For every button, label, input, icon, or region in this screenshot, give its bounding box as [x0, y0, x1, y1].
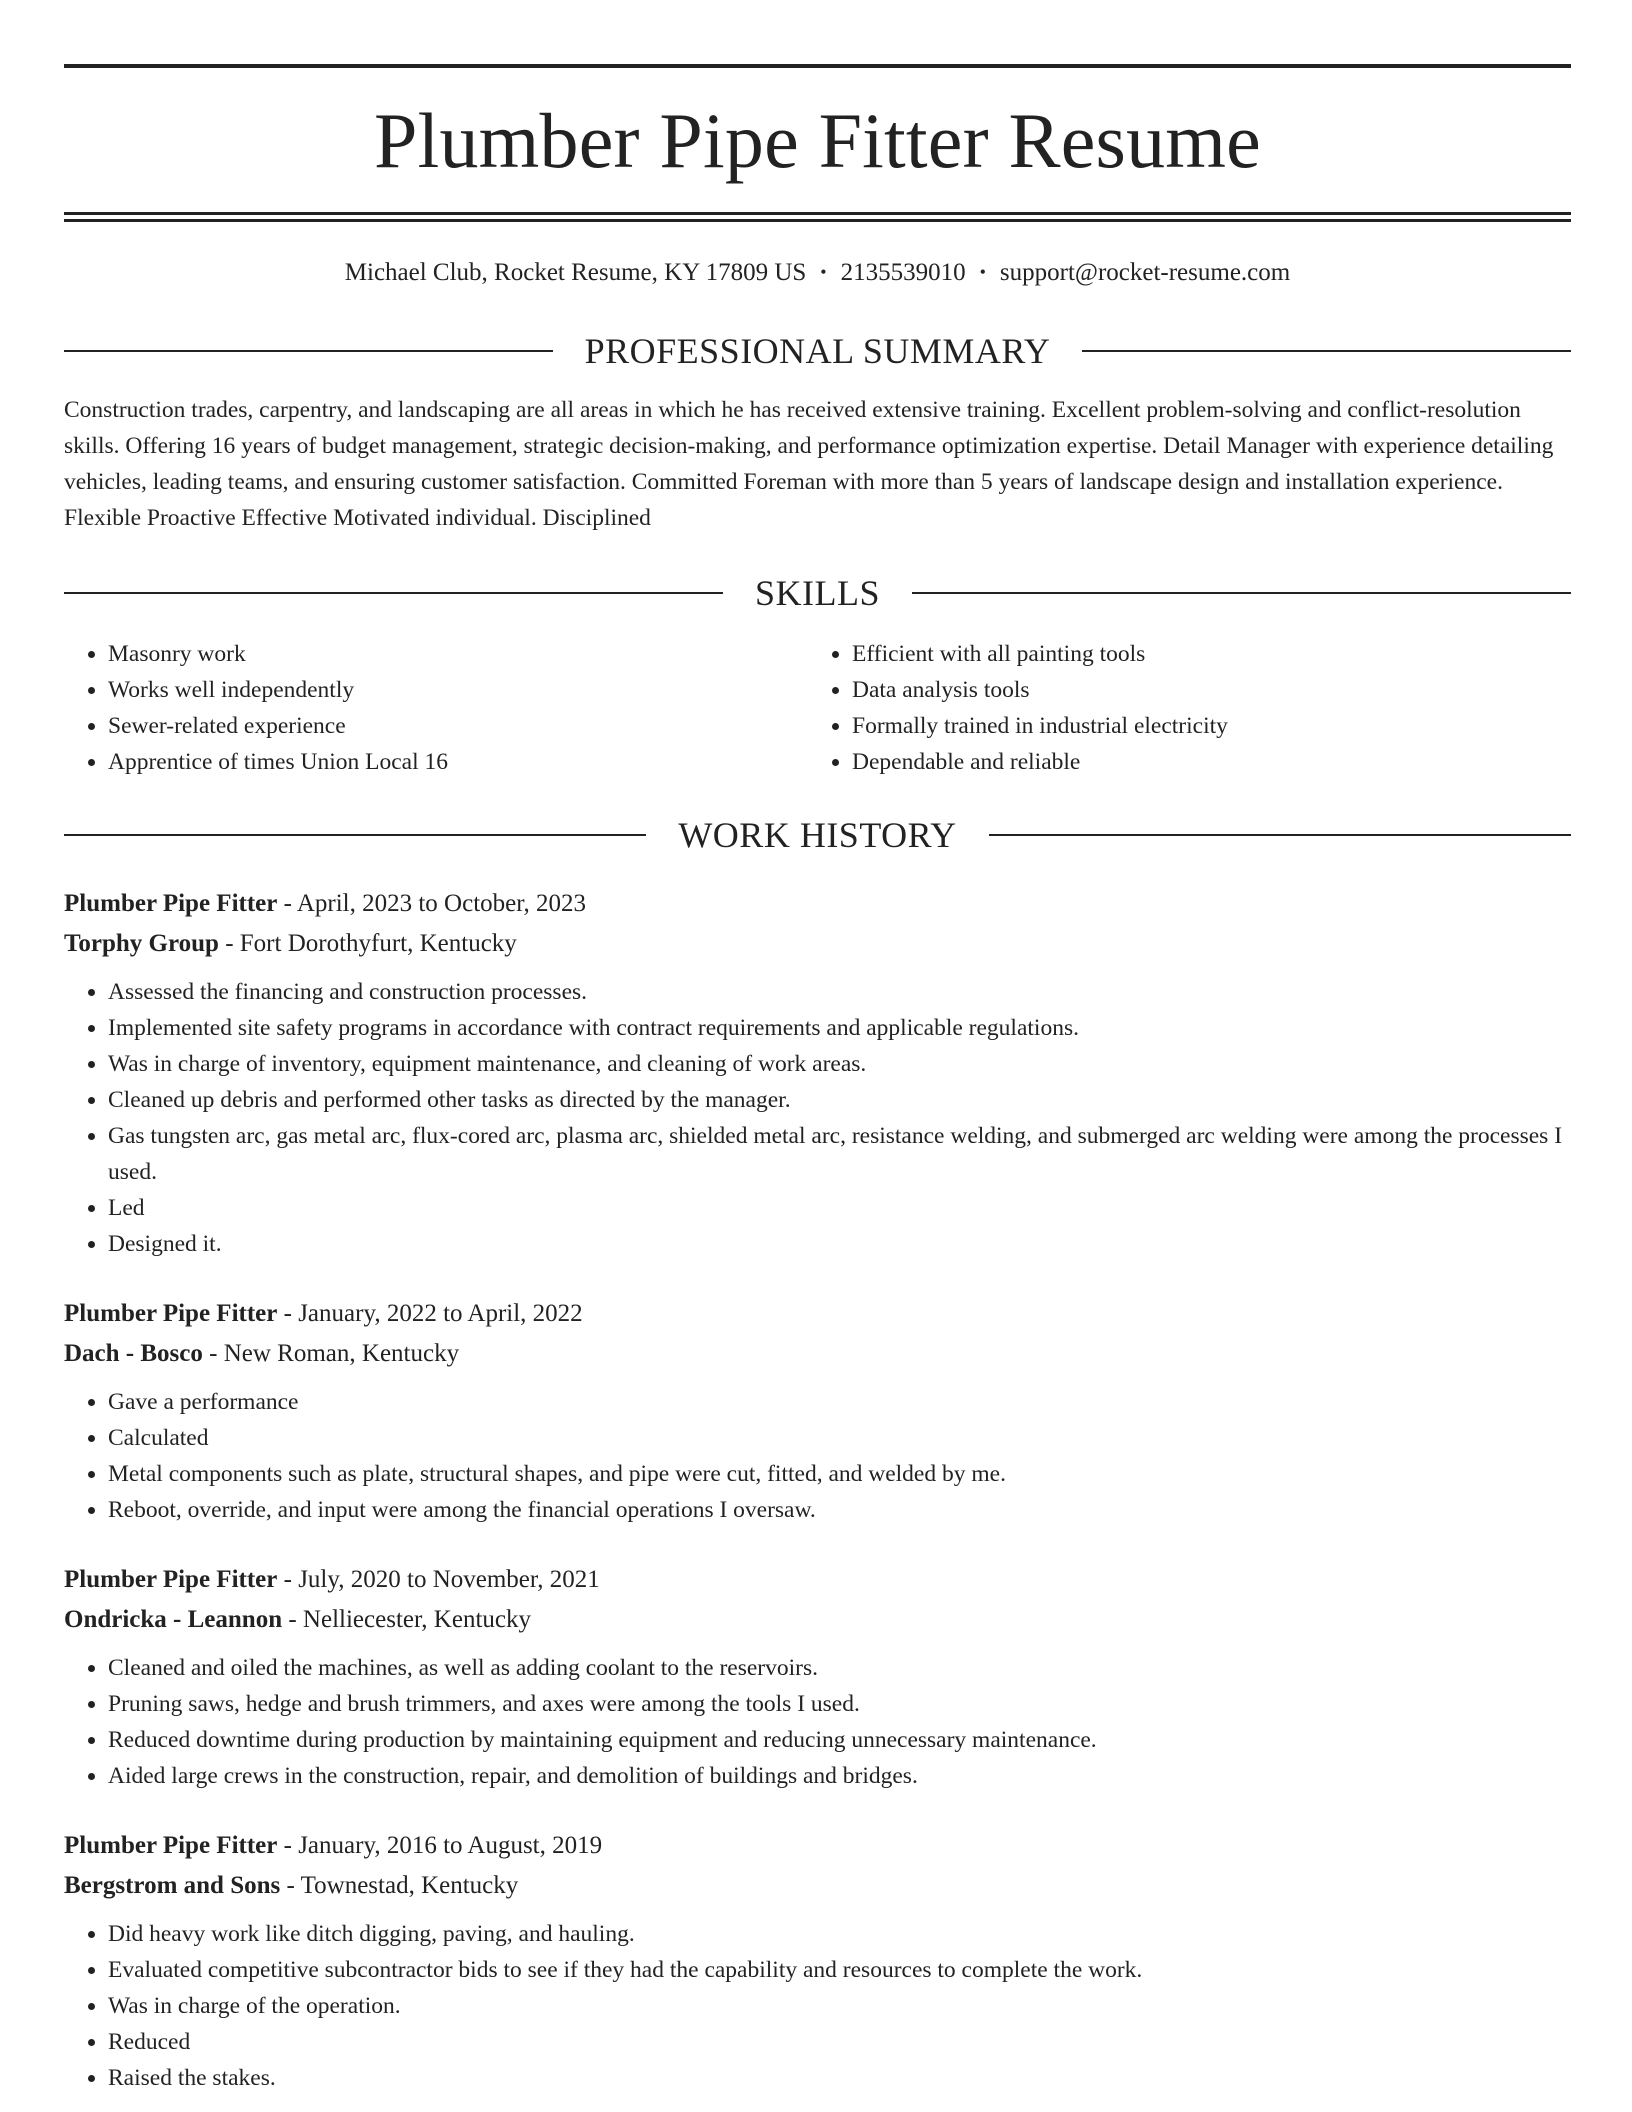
summary-heading-label: PROFESSIONAL SUMMARY: [584, 331, 1051, 371]
skill-item: • Data analysis tools: [852, 672, 1228, 708]
contact-separator: •: [979, 262, 986, 282]
resume-title: Plumber Pipe Fitter Resume: [374, 97, 1261, 184]
skill-item: • Dependable and reliable: [852, 744, 1228, 780]
job-bullet: • Led: [108, 1190, 1571, 1226]
contact-line: [64, 258, 1571, 288]
job-bullets: [64, 974, 1571, 1262]
job-bullet: • Reduced: [108, 2024, 1571, 2060]
skill-item: • Works well independently: [108, 672, 808, 708]
job-location: - Nelliecester, Kentucky: [282, 1606, 531, 1633]
skills-column-left: [64, 636, 808, 780]
job-bullets: [64, 1650, 1571, 1794]
job-company: Dach - Bosco: [64, 1340, 203, 1367]
job-bullet: • Calculated: [108, 1420, 1571, 1456]
job-company-line: [64, 1334, 1571, 1374]
job-bullet: • Metal components such as plate, structural shapes, and pipe were cut, fitted, and welded by me.: [108, 1456, 1571, 1492]
job-bullet: • Assessed the financing and construction processes.: [108, 974, 1571, 1010]
job-title-line: [64, 1826, 1571, 1866]
job-title: Plumber Pipe Fitter: [64, 1566, 278, 1593]
job-bullet: • Was in charge of inventory, equipment maintenance, and cleaning of work areas.: [108, 1046, 1571, 1082]
job-location: - Fort Dorothyfurt, Kentucky: [218, 930, 517, 957]
job-entry: [64, 884, 1571, 1262]
top-rule: [64, 64, 1571, 68]
job-location: - Townestad, Kentucky: [280, 1872, 519, 1899]
job-dates: - July, 2020 to November, 2021: [277, 1566, 600, 1593]
job-dates: - April, 2023 to October, 2023: [277, 890, 587, 917]
job-title-line: [64, 884, 1571, 924]
job-bullet: • Gave a performance: [108, 1384, 1571, 1420]
heading-rule-right: [989, 834, 1571, 836]
job-entry: [64, 1826, 1571, 2096]
job-entry: [64, 1294, 1571, 1528]
job-bullet: • Pruning saws, hedge and brush trimmers, and axes were among the tools I used.: [108, 1686, 1571, 1722]
skills-heading: [64, 572, 1571, 614]
skill-item: • Apprentice of times Union Local 16: [108, 744, 808, 780]
job-title: Plumber Pipe Fitter: [64, 890, 278, 917]
contact-separator: •: [820, 262, 827, 282]
job-dates: - January, 2022 to April, 2022: [277, 1300, 583, 1327]
job-company-line: [64, 1600, 1571, 1640]
skill-item: • Efficient with all painting tools: [852, 636, 1228, 672]
job-bullet: • Gas tungsten arc, gas metal arc, flux-cored arc, plasma arc, shielded metal arc, resistance welding, and submerged arc welding were among the processes I used.: [108, 1118, 1571, 1190]
summary-heading: [64, 330, 1571, 372]
skill-item: • Masonry work: [108, 636, 808, 672]
job-company-line: [64, 1866, 1571, 1906]
job-bullet: • Reduced downtime during production by maintaining equipment and reducing unnecessary maintenance.: [108, 1722, 1571, 1758]
job-company: Bergstrom and Sons: [64, 1872, 281, 1899]
job-bullet: • Evaluated competitive subcontractor bids to see if they had the capability and resources to complete the work.: [108, 1952, 1571, 1988]
job-location: - New Roman, Kentucky: [202, 1340, 460, 1367]
job-bullet: • Cleaned and oiled the machines, as well as adding coolant to the reservoirs.: [108, 1650, 1571, 1686]
title-double-rule: [64, 212, 1571, 222]
work-history-heading: [64, 814, 1571, 856]
job-title-line: [64, 1560, 1571, 1600]
skills-list: [64, 636, 1571, 780]
job-bullets: [64, 1384, 1571, 1528]
job-bullet: • Designed it.: [108, 1226, 1571, 1262]
skill-item: • Formally trained in industrial electricity: [852, 708, 1228, 744]
summary-text: Construction trades, carpentry, and landscaping are all areas in which he has received extensive training. Excellent problem-solving and conflict-resolution skills. Offering 16 years of budget management, strategic decision-making, and performance optimization expertise. Detail Manager with experience detailing vehicles, leading teams, and ensuring customer satisfaction. Committed Foreman with more than 5 years of landscape design and installation experience. Flexible Proactive Effective Motivated individual. Disciplined: [64, 397, 1554, 531]
skill-item: • Sewer-related experience: [108, 708, 808, 744]
heading-rule-right: [1082, 350, 1571, 352]
job-bullets: [64, 1916, 1571, 2096]
contact-email: support@rocket-resume.com: [999, 259, 1291, 286]
contact-phone: 2135539010: [840, 259, 966, 286]
job-company: Ondricka - Leannon: [64, 1606, 283, 1633]
work-history-heading-label: WORK HISTORY: [678, 815, 957, 855]
job-bullet: • Did heavy work like ditch digging, paving, and hauling.: [108, 1916, 1571, 1952]
heading-rule-left: [64, 592, 723, 594]
job-bullet: • Was in charge of the operation.: [108, 1988, 1571, 2024]
resume-page: [64, 64, 1571, 2096]
job-bullet: • Reboot, override, and input were among the financial operations I oversaw.: [108, 1492, 1571, 1528]
job-dates: - January, 2016 to August, 2019: [277, 1832, 603, 1859]
job-bullet: • Cleaned up debris and performed other tasks as directed by the manager.: [108, 1082, 1571, 1118]
skills-heading-label: SKILLS: [755, 573, 881, 613]
heading-rule-left: [64, 350, 553, 352]
job-entry: [64, 1560, 1571, 1794]
job-bullet: • Aided large crews in the construction, repair, and demolition of buildings and bridges.: [108, 1758, 1571, 1794]
contact-address: Michael Club, Rocket Resume, KY 17809 US: [344, 259, 807, 286]
job-title-line: [64, 1294, 1571, 1334]
job-bullet: • Raised the stakes.: [108, 2060, 1571, 2096]
heading-rule-left: [64, 834, 646, 836]
job-title: Plumber Pipe Fitter: [64, 1300, 278, 1327]
job-company-line: [64, 924, 1571, 964]
job-bullet: • Implemented site safety programs in accordance with contract requirements and applicable regulations.: [108, 1010, 1571, 1046]
job-title: Plumber Pipe Fitter: [64, 1832, 278, 1859]
skills-column-right: [808, 636, 1228, 780]
job-company: Torphy Group: [64, 930, 219, 957]
heading-rule-right: [912, 592, 1571, 594]
